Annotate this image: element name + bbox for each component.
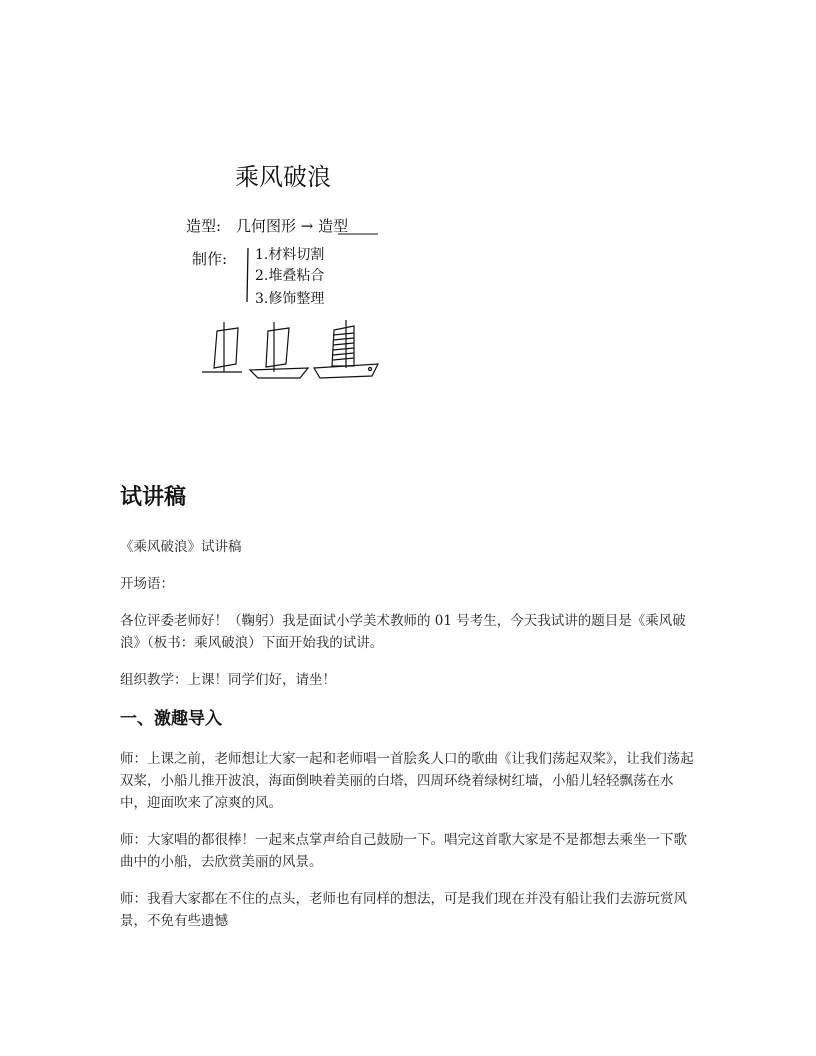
boat-sketch-1 bbox=[202, 322, 242, 372]
doc-title: 试讲稿 bbox=[120, 485, 187, 510]
sketch-line1-label: 造型: bbox=[186, 217, 222, 235]
board-sketch bbox=[180, 150, 390, 385]
sketch-title: 乘风破浪 bbox=[235, 163, 331, 191]
sketch-line2-label: 制作: bbox=[192, 250, 228, 268]
section1-paragraph-1: 师：上课之前，老师想让大家一起和老师唱一首脍炙人口的歌曲《让我们荡起双桨》，让我们荡起双桨，小船儿推开波浪，海面倒映着美丽的白塔，四周环绕着绿树红墙，小船儿轻轻飘荡在水中，迎面吹来了凉爽的风。 bbox=[120, 751, 694, 811]
document-body bbox=[120, 480, 700, 947]
section1-paragraph-3: 师：我看大家都在不住的点头，老师也有同样的想法，可是我们现在并没有船让我们去游玩赏风景，不免有些遗憾 bbox=[120, 891, 687, 929]
intro-paragraph-2: 开场语： bbox=[120, 576, 174, 592]
sketch-line1-text: 几何图形 → 造型 bbox=[236, 217, 349, 235]
section-heading-1: 一、激趣导入 bbox=[120, 709, 222, 729]
intro-paragraph-3: 各位评委老师好！（鞠躬）我是面试小学美术教师的 01 号考生，今天我试讲的题目是《乘风破浪》（板书：乘风破浪）下面开始我的试讲。 bbox=[120, 613, 686, 651]
sketch-step-2: 2.堆叠粘合 bbox=[255, 268, 325, 284]
intro-paragraph-4: 组织教学：上课！同学们好，请坐！ bbox=[120, 672, 336, 688]
sketch-step-3: 3.修饰整理 bbox=[255, 291, 325, 307]
sketch-step-1: 1.材料切割 bbox=[255, 247, 325, 263]
intro-paragraph-1: 《乘风破浪》试讲稿 bbox=[120, 539, 242, 555]
boat-sketch-2 bbox=[250, 322, 308, 378]
boat-sketch-3 bbox=[314, 320, 378, 378]
section1-paragraph-2: 师：大家唱的都很棒！一起来点掌声给自己鼓励一下。唱完这首歌大家是不是都想去乘坐一下歌曲中的小船，去欣赏美丽的风景。 bbox=[120, 832, 687, 870]
